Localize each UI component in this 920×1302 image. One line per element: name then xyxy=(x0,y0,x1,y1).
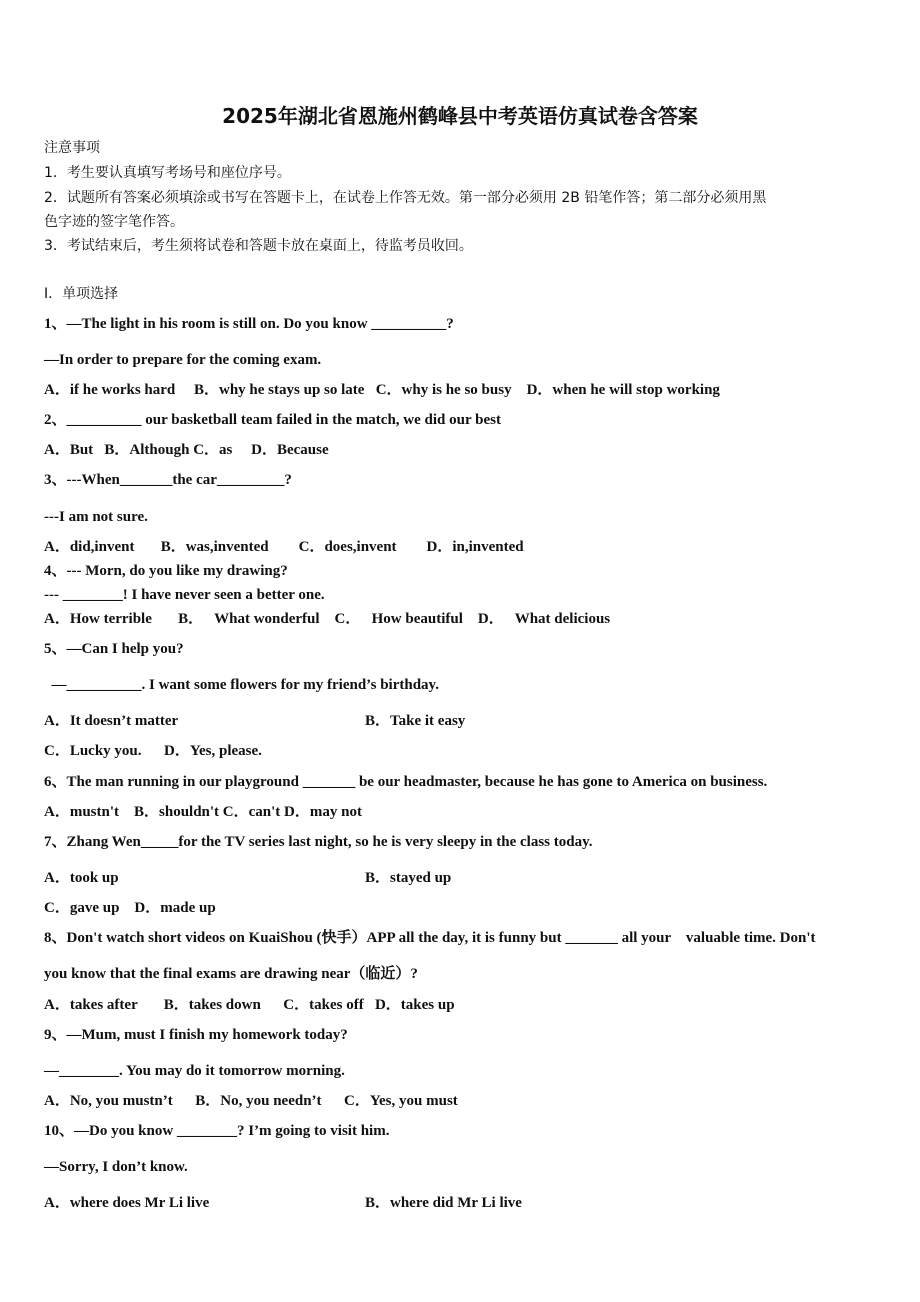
notice-item: 3．考试结束后，考生须将试卷和答题卡放在桌面上，待监考员收回。 xyxy=(44,238,473,254)
question-5: 5、—Can I help you? xyxy=(44,641,184,657)
question-3: 3、---When_______the car_________? xyxy=(44,472,292,488)
question-8: 8、Don't watch short videos on KuaiShou (快手）APP all the day, it is funny but _______ all your valuable time. Don't xyxy=(44,930,816,946)
options-5cd: C．Lucky you. D．Yes, please. xyxy=(44,743,262,759)
page-title: 2025年湖北省恩施州鹤峰县中考英语仿真试卷含答案 xyxy=(222,104,698,128)
answer-line: ---I am not sure. xyxy=(44,509,148,525)
notice-item: 2．试题所有答案必须填涂或书写在答题卡上，在试卷上作答无效。第一部分必须用 2B 铅笔作答；第二部分必须用黑 xyxy=(44,190,767,206)
question-7: 7、Zhang Wen_____for the TV series last night, so he is very sleepy in the class today. xyxy=(44,834,593,850)
answer-line: —__________. I want some flowers for my friend’s birthday. xyxy=(44,677,439,693)
question-4: 4、--- Morn, do you like my drawing? xyxy=(44,563,288,579)
options-2: A．But B．Although C．as D．Because xyxy=(44,442,329,458)
options-1: A．if he works hard B．why he stays up so late C．why is he so busy D．when he will stop working xyxy=(44,382,720,398)
option-5a: A．It doesn’t matter xyxy=(44,713,179,729)
question-10: 10、—Do you know ________? I’m going to visit him. xyxy=(44,1123,390,1139)
answer-line: —Sorry, I don’t know. xyxy=(44,1159,188,1175)
question-8-cont: you know that the final exams are drawing near（临近）? xyxy=(44,966,418,982)
question-1: 1、—The light in his room is still on. Do you know __________? xyxy=(44,316,454,332)
option-7a: A．took up xyxy=(44,870,119,886)
options-7cd: C．gave up D．made up xyxy=(44,900,216,916)
notice-heading: 注意事项 xyxy=(44,140,100,156)
answer-line: —In order to prepare for the coming exam. xyxy=(44,352,322,368)
option-7b: B．stayed up xyxy=(365,870,452,886)
answer-line: —________. You may do it tomorrow morning. xyxy=(44,1063,345,1079)
option-10b: B．where did Mr Li live xyxy=(365,1195,522,1211)
section-heading: Ⅰ．单项选择 xyxy=(44,286,119,302)
notice-item: 色字迹的签字笔作答。 xyxy=(44,214,184,230)
question-2: 2、__________ our basketball team failed in the match, we did our best xyxy=(44,412,501,428)
option-5b: B．Take it easy xyxy=(365,713,466,729)
option-10a: A．where does Mr Li live xyxy=(44,1195,210,1211)
options-4: A．How terrible B． What wonderful C． How beautiful D． What delicious xyxy=(44,611,611,627)
options-8: A．takes after B．takes down C．takes off D．takes up xyxy=(44,997,455,1013)
answer-line: --- ________! I have never seen a better one. xyxy=(44,587,325,603)
question-6: 6、The man running in our playground _______ be our headmaster, because he has gone to America on business. xyxy=(44,774,768,790)
question-9: 9、—Mum, must I finish my homework today? xyxy=(44,1027,348,1043)
notice-item: 1．考生要认真填写考场号和座位序号。 xyxy=(44,165,291,181)
options-3: A．did,invent B．was,invented C．does,invent D．in,invented xyxy=(44,539,524,555)
options-6: A．mustn't B．shouldn't C．can't D．may not xyxy=(44,804,362,820)
options-9: A．No, you mustn’t B．No, you needn’t C．Yes, you must xyxy=(44,1093,458,1109)
